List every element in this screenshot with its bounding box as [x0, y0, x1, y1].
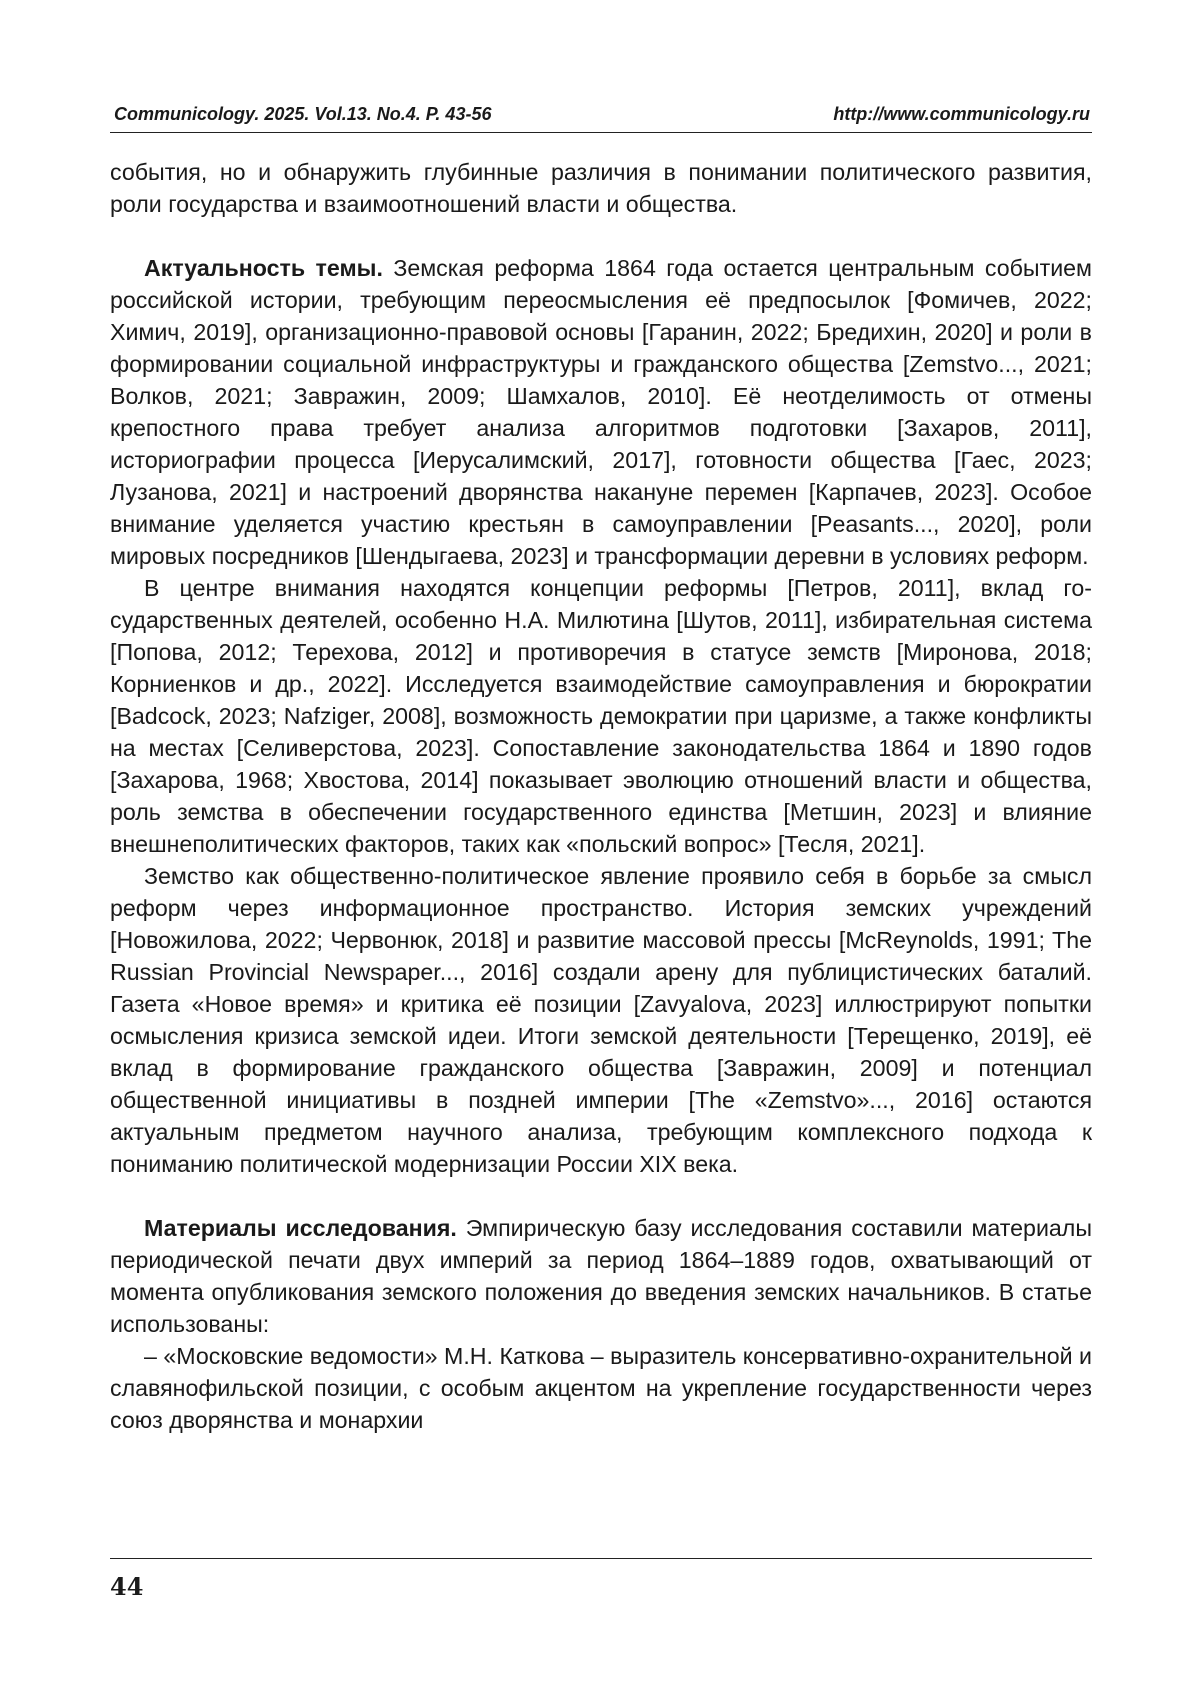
paragraph-text: В центре внимания находятся концепции реформы [Петров, 2011], вклад государственных деятелей, особенно Н.А. Милютина [Шутов, 2011], избирательная система [Попова, 2012; Терехова, 2012] и противоречия в статусе земств [Миронова, 2018; Корниенков и др., 2022]. Исследуется взаимодействие самоуправления и бюрократии [Badcock, 2023; Nafziger, 2008], возможность демократии при царизме, а также конфликты на местах [Селиверстова, 2023]. Сопоставление законодательства 1864 и 1890 годов [Захарова, 1968; Хвостова, 2014] показывает эволюцию отношений власти и общества, роль земства в обеспечении государственного единства [Метшин, 2023] и влияние внешнеполитических факторов, таких как «польский вопрос» [Тесля, 2021]. — [110, 575, 1092, 857]
section-heading-relevance: Актуальность темы. — [144, 255, 383, 281]
paragraph-text: – «Московские ведомости» М.Н. Каткова – выразитель консервативно-охранительной и славянофильской позиции, с особым акцентом на укрепление государственности через союз дворянства и монархии — [110, 1343, 1092, 1433]
paragraph-text: Эмпирическую базу исследования составили материалы периодической печати двух империй за период 1864–1889 годов, охватывающий от момента опубликования земского положения до введения земских начальников. В статье использованы: — [110, 1215, 1092, 1337]
paragraph-relevance — [110, 252, 1092, 572]
article-body — [110, 156, 1092, 1436]
running-header — [110, 104, 1092, 133]
paragraph-zemstvo-press — [110, 860, 1092, 1180]
page — [110, 0, 1092, 1708]
page-number: 44 — [110, 1572, 144, 1601]
paragraph-materials — [110, 1212, 1092, 1340]
footer-rule — [110, 1558, 1092, 1559]
journal-citation: Communicology. 2025. Vol.13. No.4. P. 43-56 — [114, 104, 492, 124]
paragraph-text: Земство как общественно-политическое явление проявило себя в борьбе за смысл реформ через информационное пространство. История земских учреждений [Новожилова, 2022; Червонюк, 2018] и развитие массовой прессы [McReynolds, 1991; The Russian Provincial Newspaper..., 2016] создали арену для публицистических баталий. Газета «Новое время» и критика её позиции [Zavyalova, 2023] иллюстрируют попытки осмысления кризиса земской идеи. Итоги земской деятельности [Терещенко, 2019], её вклад в формирование гражданского общества [Завражин, 2009] и потенциал общественной инициативы в поздней империи [The «Zemstvo»..., 2016] остаются актуальным предметом научного анализа, требующим комплексного подхода к пониманию политической модернизации России XIX века. — [110, 863, 1092, 1177]
paragraph-text: Земская реформа 1864 года остается центральным событием российской истории, требующим переосмысления её предпосылок [Фомичев, 2022; Химич, 2019], организационно-правовой основы [Гаранин, 2022; Бредихин, 2020] и роли в формировании социальной инфраструктуры и гражданского общества [Zemstvo..., 2021; Волков, 2021; Завражин, 2009; Шамхалов, 2010]. Её неотделимость от отмены крепостного права требует анализа алгоритмов подготовки [Захаров, 2011], историографии процесса [Иерусалимский, 2017], готовности общества [Гаес, 2023; Лузанова, 2021] и настроений дворянства накануне перемен [Карпачев, 2023]. Особое внимание уделяется участию крестьян в самоуправлении [Peasants..., 2020], роли мировых посредников [Шендыгаева, 2023] и трансформации деревни в условиях реформ. — [110, 255, 1092, 569]
paragraph-text: события, но и обнаружить глубинные различия в понимании политического развития, роли государства и взаимоотношений власти и общества. — [110, 159, 1092, 217]
list-item-moskovskie-vedomosti — [110, 1340, 1092, 1436]
journal-url[interactable]: http://www.communicology.ru — [833, 104, 1090, 124]
paragraph-reform-concepts — [110, 572, 1092, 860]
paragraph-continuation — [110, 156, 1092, 220]
section-heading-materials: Материалы исследования. — [144, 1215, 457, 1241]
